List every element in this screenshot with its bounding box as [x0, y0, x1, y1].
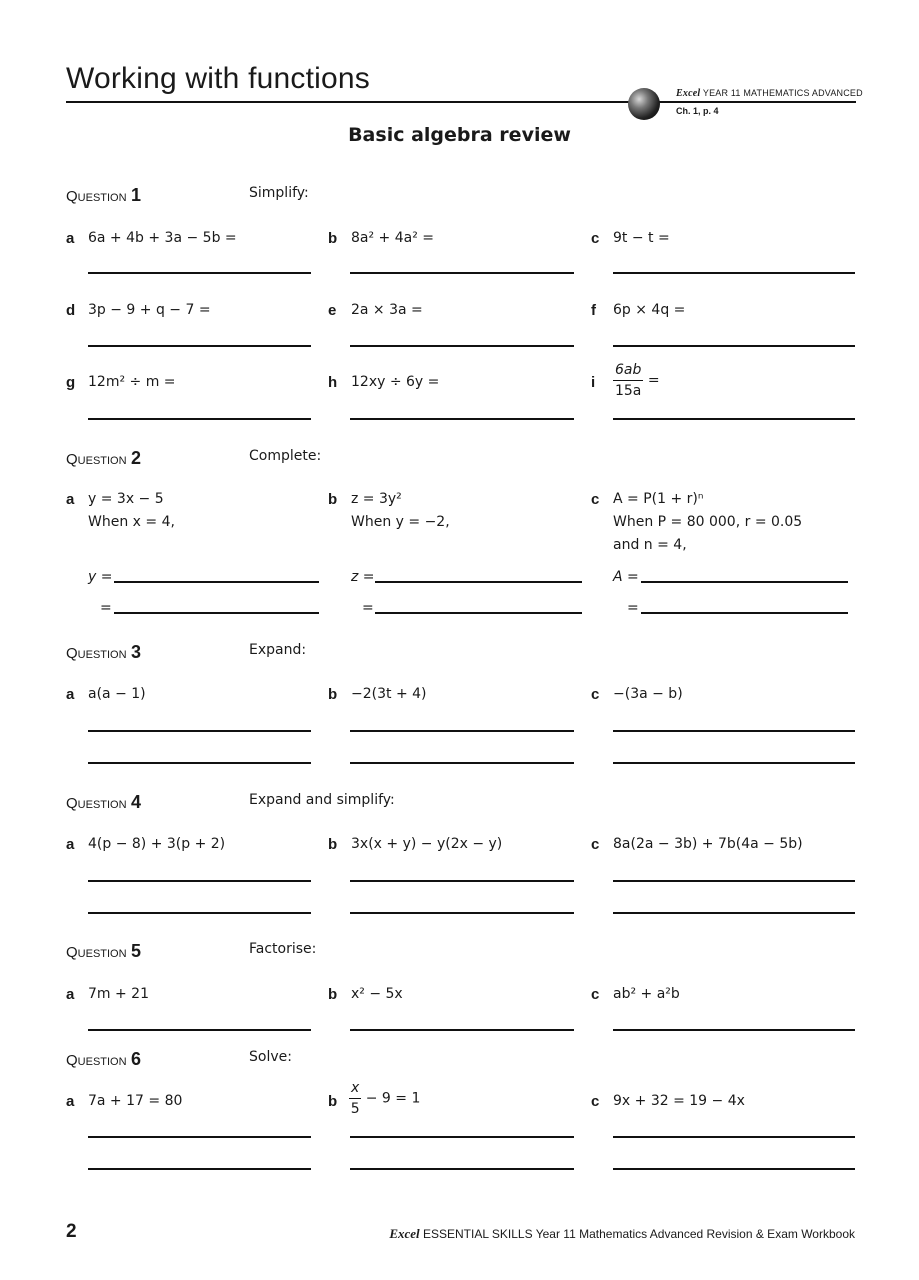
- question-2-heading: [66, 448, 366, 472]
- item-label: c: [591, 836, 600, 853]
- question-word: Question: [66, 451, 127, 468]
- answer-line[interactable]: [613, 1168, 855, 1170]
- item-label: b: [328, 491, 338, 508]
- item-label: b: [328, 836, 338, 853]
- item-label: c: [591, 986, 600, 1003]
- item-label: a: [66, 686, 75, 703]
- answer-line[interactable]: [375, 612, 582, 614]
- question-number: 5: [131, 941, 142, 961]
- question-instruction: Solve:: [249, 1049, 292, 1065]
- answer-line[interactable]: [114, 612, 319, 614]
- q4a-expression: 4(p − 8) + 3(p + 2): [88, 836, 226, 852]
- item-label: g: [66, 374, 76, 391]
- question-number: 3: [131, 642, 142, 662]
- answer-line[interactable]: [350, 730, 574, 732]
- q1e-expression: 2a × 3a =: [351, 302, 423, 318]
- answer-line[interactable]: [613, 418, 855, 420]
- answer-variable: y =: [88, 569, 113, 585]
- footer-title: ESSENTIAL SKILLS Year 11 Mathematics Advanced Revision & Exam Workbook: [423, 1227, 855, 1241]
- book-title-text: YEAR 11 MATHEMATICS ADVANCED: [702, 88, 863, 98]
- q2b-expression: z = 3y²: [351, 491, 402, 507]
- equals-sign: =: [647, 372, 660, 389]
- answer-line[interactable]: [613, 345, 855, 347]
- item-label: c: [591, 230, 600, 247]
- chapter-title: Working with functions: [66, 62, 370, 95]
- answer-line[interactable]: [88, 1168, 311, 1170]
- q1h-expression: 12xy ÷ 6y =: [351, 374, 440, 390]
- question-number: 6: [131, 1049, 142, 1069]
- answer-line[interactable]: [350, 912, 574, 914]
- q1c-expression: 9t − t =: [613, 230, 670, 246]
- equals-sign: =: [362, 600, 374, 616]
- page-number: 2: [66, 1221, 77, 1242]
- item-label: a: [66, 986, 75, 1003]
- answer-line[interactable]: [613, 272, 855, 274]
- answer-line[interactable]: [88, 762, 311, 764]
- fraction-denominator: 15a: [614, 383, 642, 399]
- item-label: b: [328, 686, 338, 703]
- answer-line[interactable]: [613, 912, 855, 914]
- item-label: h: [328, 374, 338, 391]
- answer-line[interactable]: [350, 1029, 574, 1031]
- footer-text: [389, 1226, 855, 1242]
- q2c-condition: When P = 80 000, r = 0.05: [613, 514, 803, 530]
- item-label: b: [328, 230, 338, 247]
- q2c-condition-2: and n = 4,: [613, 537, 687, 553]
- question-word: Question: [66, 1052, 127, 1069]
- q5b-expression: x² − 5x: [351, 986, 403, 1002]
- fraction-denominator: 5: [350, 1101, 360, 1117]
- q2b-condition: When y = −2,: [351, 514, 450, 530]
- answer-line[interactable]: [641, 612, 848, 614]
- question-instruction: Simplify:: [249, 185, 309, 201]
- q1d-expression: 3p − 9 + q − 7 =: [88, 302, 211, 318]
- answer-line[interactable]: [88, 880, 311, 882]
- item-label: a: [66, 491, 75, 508]
- equation-remainder: − 9 = 1: [365, 1090, 421, 1107]
- q2a-expression: y = 3x − 5: [88, 491, 164, 507]
- page-title: Basic algebra review: [348, 124, 571, 146]
- answer-line[interactable]: [350, 1168, 574, 1170]
- answer-variable: z =: [351, 569, 375, 585]
- answer-line[interactable]: [114, 581, 319, 583]
- equals-sign: =: [100, 600, 112, 616]
- question-6-heading: [66, 1049, 366, 1073]
- q3a-expression: a(a − 1): [88, 686, 146, 702]
- answer-line[interactable]: [641, 581, 848, 583]
- item-label: c: [591, 686, 600, 703]
- answer-line[interactable]: [88, 1029, 311, 1031]
- answer-line[interactable]: [350, 762, 574, 764]
- question-instruction: Expand:: [249, 642, 307, 658]
- item-label: c: [591, 491, 600, 508]
- item-label: f: [591, 302, 596, 319]
- q1a-expression: 6a + 4b + 3a − 5b =: [88, 230, 237, 246]
- question-instruction: Factorise:: [249, 941, 317, 957]
- book-title: [676, 88, 863, 99]
- q1b-expression: 8a² + 4a² =: [351, 230, 435, 246]
- question-word: Question: [66, 188, 127, 205]
- answer-line[interactable]: [88, 730, 311, 732]
- item-label: a: [66, 230, 75, 247]
- answer-line[interactable]: [375, 581, 582, 583]
- question-word: Question: [66, 944, 127, 961]
- q6c-expression: 9x + 32 = 19 − 4x: [613, 1093, 745, 1109]
- q2c-expression: A = P(1 + r)ⁿ: [613, 491, 704, 507]
- q1f-expression: 6p × 4q =: [613, 302, 686, 318]
- answer-line[interactable]: [88, 272, 311, 274]
- question-1-heading: [66, 185, 366, 209]
- question-3-heading: [66, 642, 366, 666]
- question-number: 1: [131, 185, 142, 205]
- header-rule: [66, 101, 856, 103]
- chapter-reference: Ch. 1, p. 4: [676, 106, 719, 116]
- fraction: [349, 1080, 361, 1117]
- q3b-expression: −2(3t + 4): [351, 686, 427, 702]
- answer-line[interactable]: [613, 762, 855, 764]
- question-instruction: Complete:: [249, 448, 322, 464]
- q2a-condition: When x = 4,: [88, 514, 175, 530]
- question-number: 4: [131, 792, 142, 812]
- item-label: b: [328, 1093, 338, 1110]
- item-label: i: [591, 374, 596, 391]
- answer-line[interactable]: [613, 1029, 855, 1031]
- q1g-expression: 12m² ÷ m =: [88, 374, 176, 390]
- answer-line[interactable]: [350, 345, 574, 347]
- answer-line[interactable]: [350, 1136, 574, 1138]
- answer-line[interactable]: [613, 730, 855, 732]
- item-label: a: [66, 836, 75, 853]
- footer-brand: Excel: [389, 1226, 420, 1241]
- q5c-expression: ab² + a²b: [613, 986, 680, 1002]
- q6a-expression: 7a + 17 = 80: [88, 1093, 183, 1109]
- book-brand: Excel: [676, 88, 701, 99]
- answer-line[interactable]: [613, 1136, 855, 1138]
- item-label: d: [66, 302, 76, 319]
- answer-line[interactable]: [88, 912, 311, 914]
- answer-line[interactable]: [88, 1136, 311, 1138]
- equals-sign: =: [627, 600, 639, 616]
- item-label: e: [328, 302, 337, 319]
- fraction: [613, 362, 643, 399]
- question-word: Question: [66, 795, 127, 812]
- answer-line[interactable]: [88, 418, 311, 420]
- q6b-expression: [349, 1080, 420, 1117]
- answer-line[interactable]: [613, 880, 855, 882]
- item-label: c: [591, 1093, 600, 1110]
- answer-line[interactable]: [350, 418, 574, 420]
- q3c-expression: −(3a − b): [613, 686, 683, 702]
- question-word: Question: [66, 645, 127, 662]
- question-5-heading: [66, 941, 366, 965]
- answer-variable: A =: [613, 569, 639, 585]
- sphere-icon: [628, 88, 660, 120]
- question-instruction: Expand and simplify:: [249, 792, 395, 808]
- answer-line[interactable]: [350, 880, 574, 882]
- item-label: b: [328, 986, 338, 1003]
- q5a-expression: 7m + 21: [88, 986, 149, 1002]
- answer-line[interactable]: [88, 345, 311, 347]
- question-4-heading: [66, 792, 426, 816]
- item-label: a: [66, 1093, 75, 1110]
- question-number: 2: [131, 448, 142, 468]
- q1i-expression: [613, 362, 660, 399]
- q4c-expression: 8a(2a − 3b) + 7b(4a − 5b): [613, 836, 803, 852]
- answer-line[interactable]: [350, 272, 574, 274]
- fraction-numerator: x: [349, 1080, 361, 1099]
- q4b-expression: 3x(x + y) − y(2x − y): [351, 836, 503, 852]
- fraction-numerator: 6ab: [613, 362, 643, 381]
